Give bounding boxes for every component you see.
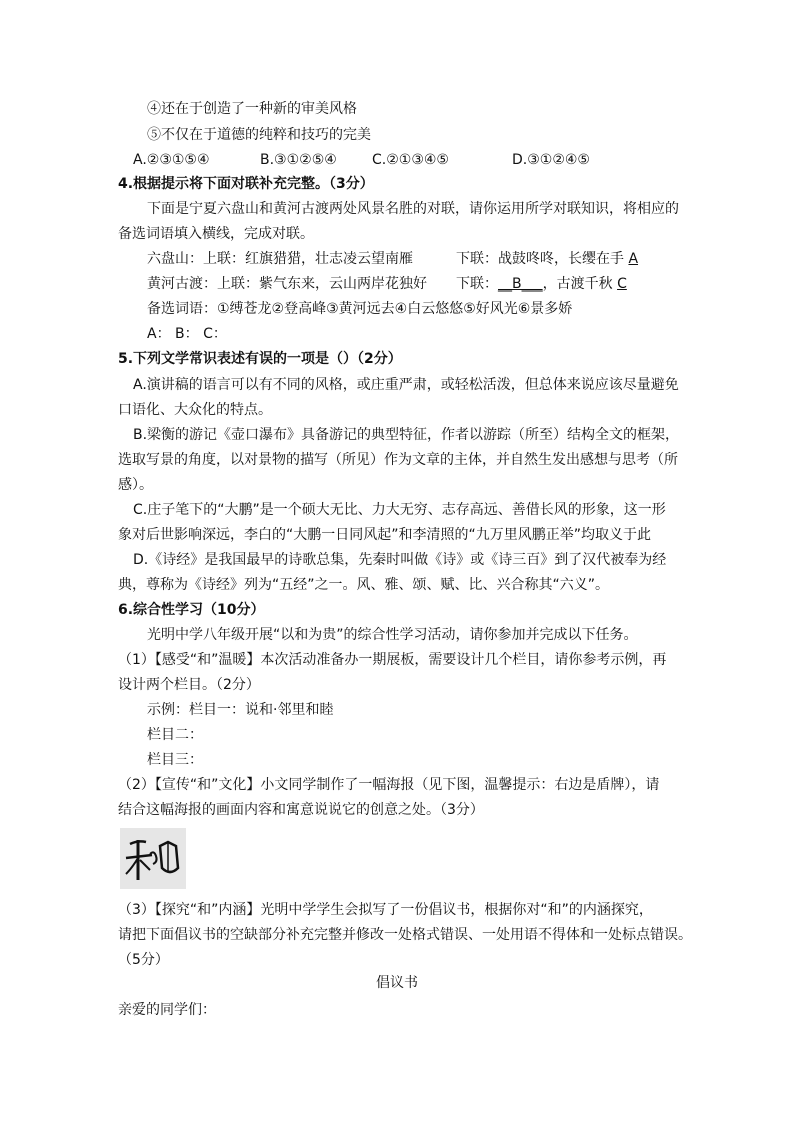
q5-title: 5.下列文学常识表述有误的一项是（）（2分）	[118, 351, 402, 367]
couplet-2-lower-text: ，古渡千秋	[542, 276, 618, 292]
poster-image	[120, 828, 186, 889]
q4-answer-line: A： B： C：	[147, 326, 227, 342]
couplet-2-lower	[456, 275, 627, 293]
couplet-2-lower-label: 下联：	[456, 276, 498, 292]
q5-c-1: C.庄子笔下的“大鹏”是一个硕大无比、力大无穷、志存高远、善借长风的形象，这一形	[133, 502, 666, 518]
q5-a-2: 口语化、大众化的特点。	[118, 402, 272, 418]
q6-title: 6.综合性学习（10分）	[118, 602, 265, 618]
poster-glyph-icon	[120, 828, 186, 889]
option-4: ④还在于创造了一种新的审美风格	[147, 101, 357, 117]
q6-example: 示例：栏目一：说和·邻里和睦	[147, 702, 334, 718]
q4-intro-2: 备选词语填入横线，完成对联。	[118, 226, 314, 242]
q5-a-1: A.演讲稿的语言可以有不同的风格，或庄重严肃，或轻松活泼，但总体来说应该尽量避免	[133, 377, 679, 393]
q6-intro: 光明中学八年级开展“以和为贵”的综合性学习活动，请你参加并完成以下任务。	[147, 627, 638, 643]
q4-intro-1: 下面是宁夏六盘山和黄河古渡两处风景名胜的对联，请你运用所学对联知识，将相应的	[147, 201, 679, 217]
q6-part3-a: （3）【探究“和”内涵】光明中学学生会拟写了一份倡议书，根据你对“和”的内涵探究，	[118, 902, 653, 918]
q6-part3-b: 请把下面倡议书的空缺部分补充完整并修改一处格式错误、一处用语不得体和一处标点错误。	[118, 927, 692, 943]
q6-part2-b: 结合这幅海报的画面内容和寓意说说它的创意之处。（3分）	[118, 802, 484, 818]
couplet-1-lower	[456, 250, 638, 268]
couplet-1-upper: 六盘山：上联：红旗猎猎，壮志凌云望南雁	[147, 251, 413, 267]
blank-b: __B___	[498, 276, 543, 292]
proposal-title: 倡议书	[376, 975, 418, 991]
couplet-2-upper: 黄河古渡：上联：紫气东来，云山两岸花独好	[147, 276, 427, 292]
q6-column-3: 栏目三：	[147, 752, 203, 768]
q5-b-3: 感）。	[118, 477, 153, 493]
answer-b: B.③①②⑤④	[260, 152, 337, 168]
q6-part2-a: （2）【宣传“和”文化】小文同学制作了一幅海报（见下图，温馨提示：右边是盾牌），请	[118, 777, 660, 793]
couplet-1-lower-text: 下联：战鼓咚咚，长缨在手	[456, 251, 629, 267]
q6-part1-b: 设计两个栏目。（2分）	[118, 677, 260, 693]
answer-c: C.②①③④⑤	[372, 152, 449, 168]
q6-column-2: 栏目二：	[147, 727, 203, 743]
blank-c: C	[617, 276, 627, 292]
blank-a: A	[628, 251, 639, 267]
q5-c-2: 象对后世影响深远，李白的“大鹏一日同风起”和李清照的“九万里风鹏正举”均取义于此	[118, 527, 652, 543]
answer-a: A.②③①⑤④	[133, 152, 210, 168]
q5-d-1: D.《诗经》是我国最早的诗歌总集，先秦时叫做《诗》或《诗三百》到了汉代被奉为经	[133, 552, 667, 568]
q6-part3-c: （5分）	[118, 952, 169, 968]
option-5: ⑤不仅在于道德的纯粹和技巧的完美	[147, 127, 371, 143]
q4-options: 备选词语：①缚苍龙②登高峰③黄河远去④白云悠悠⑤好风光⑥景多娇	[147, 301, 573, 317]
q5-b-2: 选取写景的角度，以对景物的描写（所见）作为文章的主体，并自然生发出感想与思考（所	[118, 452, 678, 468]
q6-part1-a: （1）【感受“和”温暖】本次活动准备办一期展板，需要设计几个栏目，请你参考示例，再	[118, 652, 667, 668]
q4-title: 4.根据提示将下面对联补充完整。（3分）	[118, 176, 374, 192]
q5-d-2: 典，尊称为《诗经》列为“五经”之一。风、雅、颂、赋、比、兴合称其“六义”。	[118, 577, 610, 593]
q5-b-1: B.梁衡的游记《壶口瀑布》具备游记的典型特征，作者以游踪（所至）结构全文的框架，	[133, 427, 680, 443]
proposal-greeting: 亲爱的同学们：	[118, 1002, 216, 1018]
answer-d: D.③①②④⑤	[512, 152, 590, 168]
